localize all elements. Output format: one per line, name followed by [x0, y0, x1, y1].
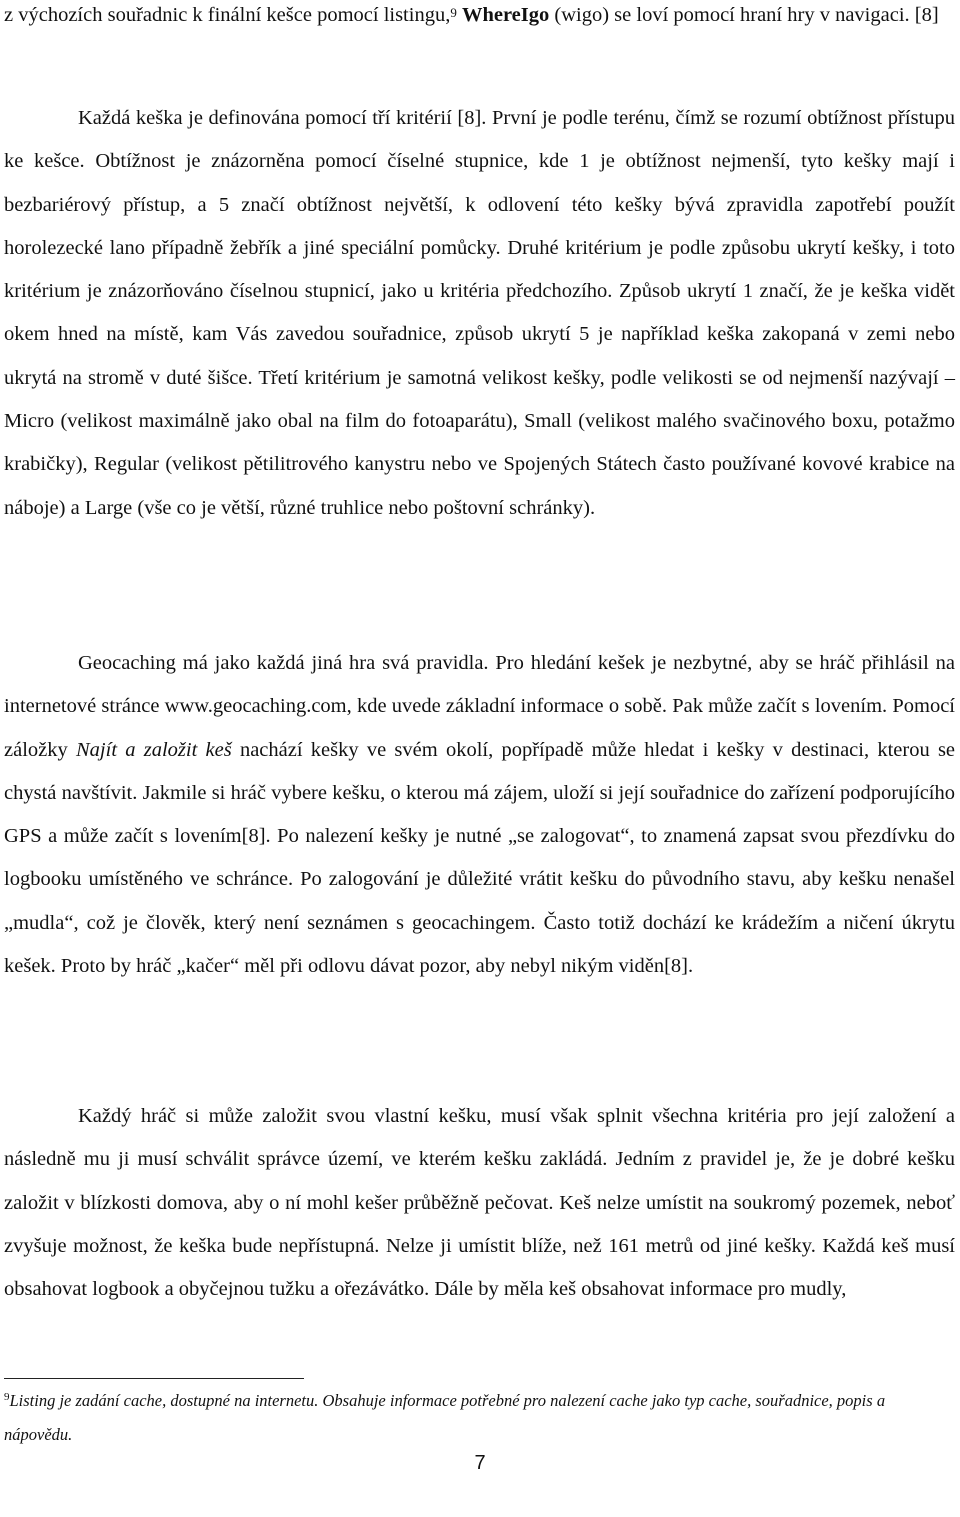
- footnote-reference: 9: [450, 5, 457, 20]
- paragraph-3-text-b: nachází kešky ve svém okolí, popřípadě může hledat i kešky v destinaci, kterou se chystá navštívit. Jakmile si hráč vybere kešku, o kterou má zájem, uloží si její souřadnice do zařízení podporujícího GPS a může začít s lovením[8]. Po nalezení kešky je nutné „se zalogovat“, to znamená zapsat svou přezdívku do logbooku umístěného ve schránce. Po zalogování je důležité vrátit kešku do původního stavu, aby kešku nenašel „mudla“, což je člověk, který není seznámen s geocachingem. Často totiž dochází ke krádežím a ničení úkrytu kešek. Proto by hráč „kačer“ měl při odlovu dávat pozor, aby nebyl nikým viděn[8].: [4, 738, 956, 978]
- footnote-marker: 9: [4, 1391, 10, 1403]
- paragraph-1: [4, 0, 955, 37]
- paragraph-3: [4, 642, 955, 988]
- tab-name-italic: Najít a založit keš: [76, 738, 232, 761]
- whereigo-term: WhereIgo: [461, 4, 550, 26]
- footnote-text: Listing je zadání cache, dostupné na internetu. Obsahuje informace potřebné pro nalezení cache jako typ cache, souřadnice, popis a nápovědu.: [4, 1391, 886, 1444]
- paragraph-3-text-a: Geocaching má jako každá jiná hra svá pravidla. Pro hledání kešek je nezbytné, aby se hráč přihlásil na internetové stránce www.geocaching.com, kde uvede základní informace o sobě. Pak může začít s lovením. Pomocí záložky: [4, 652, 955, 761]
- paragraph-2: Každá keška je definována pomocí tří kritérií [8]. První je podle terénu, čímž se rozumí obtížnost přístupu ke kešce. Obtížnost je znázorněna pomocí číselné stupnice, kde 1 je obtížnost nejmenší, tyto kešky mají i bezbariérový přístup, a 5 značí obtížnost největší, k odlovení této kešky bývá zpravidla zapotřebí použít horolezecké lano případně žebřík a jiné speciální pomůcky. Druhé kritérium je podle způsobu ukrytí kešky, i toto kritérium je znázorňováno číselnou stupnicí, jako u kritéria předchozího. Způsob ukrytí 1 značí, že je keška vidět okem hned na místě, kam Vás zavedou souřadnice, způsob ukrytí 5 je například keška zakopaná v zemi nebo ukrytá na stromě v duté šišce. Třetí kritérium je samotná velikost kešky, podle velikosti se od nejmenší nazývají – Micro (velikost maximálně jako obal na film do fotoaparátu), Small (velikost malého svačinového boxu, potažmo krabičky), Regular (velikost pětilitrového kanystru nebo ve Spojených Státech často používané kovové krabice na náboje) a Large (vše co je větší, různé truhlice nebo poštovní schránky).: [4, 107, 955, 519]
- paragraph-1-text-a: z výchozích souřadnic k finální kešce pomocí listingu,: [4, 4, 451, 26]
- paragraph-4: Každý hráč si může založit svou vlastní kešku, musí však splnit všechna kritéria pro její založení a následně mu ji musí schválit správce území, ve kterém kešku zakládá. Jedním z pravidel je, že je dobré kešku založit v blízkosti domova, aby o ní mohl kešer průběžně pečovat. Keš nelze umístit na soukromý pozemek, neboť zvyšuje možnost, že keška bude nepřístupná. Nelze ji umístit blíže, než 161 metrů od jiné kešky. Každá keš musí obsahovat logbook a obyčejnou tužku a ořezávátko. Dále by měla keš obsahovat informace pro mudly,: [4, 1105, 955, 1301]
- footnote-separator: [4, 1378, 304, 1379]
- footnote: [4, 1384, 955, 1452]
- page-number: 7: [474, 1452, 486, 1474]
- paragraph-1-text-b: (wigo) se loví pomocí hraní hry v navigaci. [8]: [554, 4, 939, 26]
